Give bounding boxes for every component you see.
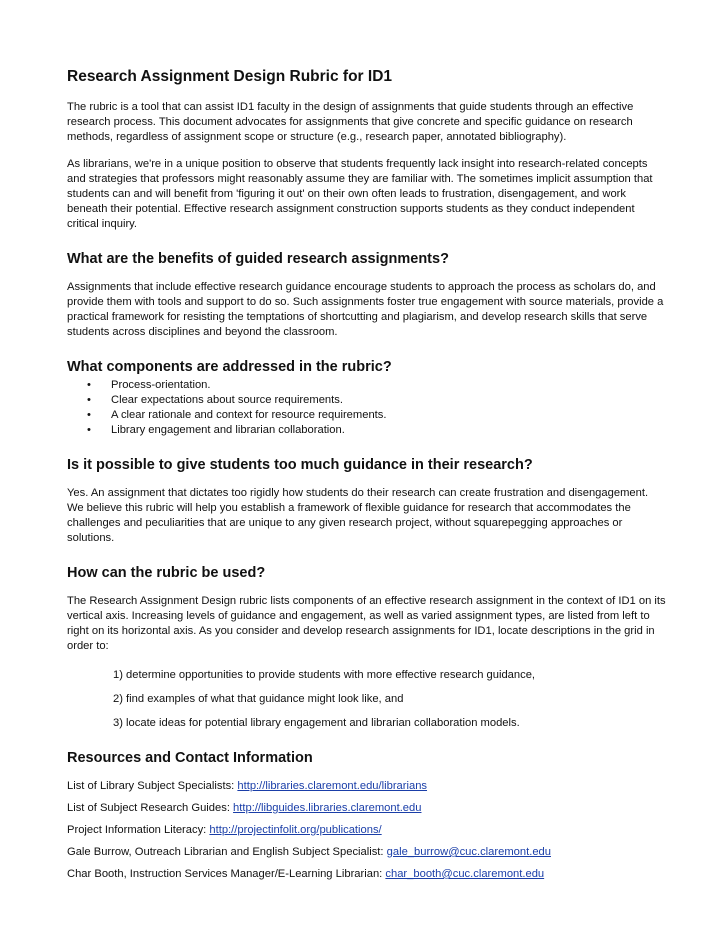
project-info-literacy-link[interactable]: http://projectinfolit.org/publications/ <box>209 824 382 836</box>
resource-item-specialists: List of Library Subject Specialists: http://libraries.claremont.edu/librarians <box>67 780 428 792</box>
list-item: • A clear rationale and context for resource requirements. <box>87 409 387 421</box>
guidance-heading: Is it possible to give students too much guidance in their research? <box>67 457 533 473</box>
list-item: • Clear expectations about source requirements. <box>87 394 343 406</box>
components-heading: What components are addressed in the rubric? <box>67 359 392 375</box>
intro-paragraph-1: The rubric is a tool that can assist ID1 faculty in the design of assignments that guide students through an effective research process. This document advocates for assignments that give concrete and specific guidance on research methods, regardless of assignment scope or structure (e.g., research paper, annotated bibliography). <box>67 101 634 143</box>
document-page <box>67 68 667 889</box>
resource-item-guides: List of Subject Research Guides: http://libguides.libraries.claremont.edu <box>67 802 422 814</box>
resources-heading: Resources and Contact Information <box>67 750 313 766</box>
bullet-icon: • <box>87 394 91 406</box>
resource-item-gale-burrow: Gale Burrow, Outreach Librarian and English Subject Specialist: gale_burrow@cuc.claremont.edu <box>67 846 551 858</box>
benefits-body: Assignments that include effective research guidance encourage students to approach the process as scholars do, and provide them with tools and support to do so. Such assignments foster true engagement with source materials, provide a practical framework for resisting the temptations of shortcutting and plagiarism, and develop research skills that serve students across disciplines and beyond the classroom. <box>67 281 664 338</box>
guidance-body: Yes. An assignment that dictates too rigidly how students do their research can create frustration and disengagement. We believe this rubric will help you establish a framework of flexible guidance for research that accommodates the challenges and peculiarities that are unique to any given research project, without squarepegging approaches or solutions. <box>67 487 649 544</box>
usage-heading: How can the rubric be used? <box>67 565 266 581</box>
resources-section <box>67 749 667 882</box>
list-item: • Process-orientation. <box>87 379 211 391</box>
usage-step-2: 2) find examples of what that guidance might look like, and <box>113 693 404 705</box>
resource-item-char-booth: Char Booth, Instruction Services Manager/E-Learning Librarian: char_booth@cuc.claremont.edu <box>67 868 545 880</box>
components-list <box>67 378 667 438</box>
specialists-link[interactable]: http://libraries.claremont.edu/librarians <box>237 780 428 792</box>
usage-step-3: 3) locate ideas for potential library engagement and librarian collaboration models. <box>113 717 520 729</box>
research-guides-link[interactable]: http://libguides.libraries.claremont.edu <box>233 802 422 814</box>
usage-step-1: 1) determine opportunities to provide students with more effective research guidance, <box>113 669 536 681</box>
benefits-heading: What are the benefits of guided research assignments? <box>67 251 449 267</box>
bullet-icon: • <box>87 409 91 421</box>
usage-body: The Research Assignment Design rubric lists components of an effective research assignment in the context of ID1 on its vertical axis. Increasing levels of guidance and engagement, as well as varied assignment types, are listed from left to right on its horizontal axis. As you consider and develop research assignments for ID1, locate descriptions in the grid in order to: <box>67 595 666 652</box>
bullet-icon: • <box>87 379 91 391</box>
intro-paragraph-2: As librarians, we're in a unique position to observe that students frequently lack insight into research-related concepts and strategies that professors might reasonably assume they are familiar with. The sometimes implicit assumption that students can and will benefit from 'figuring it out' on their own often leads to frustration, disengagement, and work beneath their potential. Effective research assignment construction supports students as they conduct independent critical inquiry. <box>67 158 653 230</box>
usage-section <box>67 564 667 731</box>
bullet-icon: • <box>87 424 91 436</box>
document-title: Research Assignment Design Rubric for ID1 <box>67 68 393 85</box>
guidance-section <box>67 456 667 546</box>
resource-item-pil: Project Information Literacy: http://projectinfolit.org/publications/ <box>67 824 382 836</box>
list-item: • Library engagement and librarian collaboration. <box>87 424 345 436</box>
gale-burrow-email-link[interactable]: gale_burrow@cuc.claremont.edu <box>386 846 551 858</box>
benefits-section <box>67 250 667 340</box>
char-booth-email-link[interactable]: char_booth@cuc.claremont.edu <box>385 868 545 880</box>
components-section <box>67 358 667 438</box>
usage-steps <box>67 668 667 731</box>
